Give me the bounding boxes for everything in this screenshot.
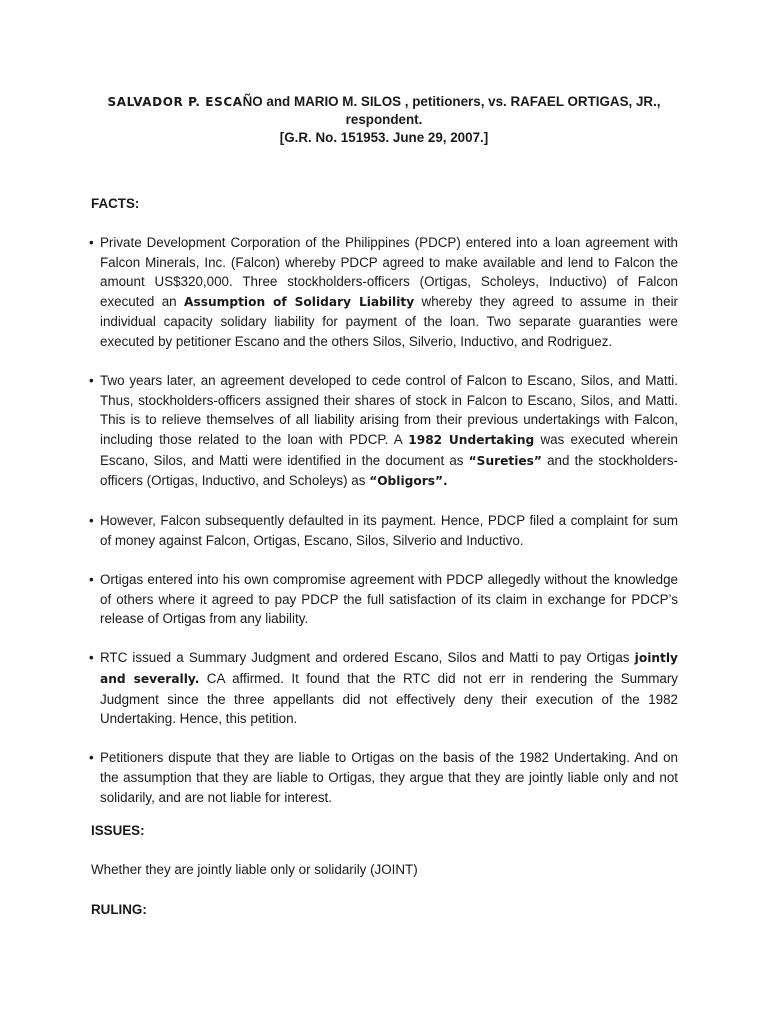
issues-heading: ISSUES: (91, 823, 145, 838)
case-title-petitioner-name: SALVADOR P. ESCA (107, 95, 243, 109)
fact-text: was executed wherein Escano, Silos, and Matti were identified in the document as (100, 431, 678, 468)
fact-text: Two years later, an agreement developed to cede control of Falcon to Escano, Silos, and Matti. Thus, stockholders-officers assigned their shares of stock in Falcon to Escano, Silos, and Matti. This is to relieve themselves of all liability arising from their previous undertakings with Falcon, including those related to the loan with PDCP. A (100, 373, 678, 447)
case-title (60, 93, 708, 147)
fact-item (89, 570, 678, 629)
fact-text: However, Falcon subsequently defaulted in its payment. Hence, PDCP filed a complaint for sum of money against Falcon, Ortigas, Escano, Silos, Silverio and Inductivo. (100, 513, 678, 548)
bullet-icon: • (89, 650, 94, 666)
fact-item (89, 371, 678, 492)
facts-heading: FACTS: (91, 196, 140, 211)
fact-text: RTC issued a Summary Judgment and ordered Escano, Silos and Matti to pay Ortigas (100, 650, 635, 666)
fact-emphasis: 1982 Undertaking (408, 432, 535, 447)
fact-emphasis: “Sureties” (468, 453, 542, 468)
case-title-line1-rest: ÑO and MARIO M. SILOS , petitioners, vs. RAFAEL ORTIGAS, JR., (242, 94, 661, 109)
fact-item (89, 511, 678, 550)
bullet-icon: • (89, 513, 94, 529)
issue-text: Whether they are jointly liable only or solidarily (JOINT) (91, 862, 418, 877)
fact-text: whereby they agreed to assume in their individual capacity solidary liability for payment of the loan. Two separate guaranties were executed by petitioner Escano and the others Silos, Silverio, Inductivo, and Rodriguez. (100, 293, 679, 349)
bullet-icon: • (89, 572, 94, 588)
fact-text: Petitioners dispute that they are liable to Ortigas on the basis of the 1982 Undertaking. And on the assumption that they are liable to Ortigas, they argue that they are jointly liable only and not solidarily, and are not liable for interest. (100, 750, 678, 805)
bullet-icon: • (89, 373, 94, 389)
fact-item (89, 233, 678, 352)
fact-emphasis: “Obligors”. (369, 474, 448, 489)
case-title-line1 (60, 93, 708, 111)
bullet-icon: • (89, 750, 94, 766)
facts-list (89, 233, 678, 827)
fact-text: Ortigas entered into his own compromise agreement with PDCP allegedly without the knowledge of others where it agreed to pay PDCP the full satisfaction of its claim in exchange for PDCP’s release of Ortigas from any liability. (100, 572, 678, 627)
fact-text: and the stockholders-officers (Ortigas, Inductivo, and Scholeys) as (100, 452, 678, 489)
fact-item (89, 748, 678, 807)
case-citation: [G.R. No. 151953. June 29, 2007.] (279, 130, 489, 145)
fact-emphasis: Assumption of Solidary Liability (184, 294, 415, 309)
fact-emphasis: jointly and severally. (100, 651, 678, 687)
fact-text: CA affirmed. It found that the RTC did not err in rendering the Summary Judgment since the three appellants did not effectively deny their execution of the 1982 Undertaking. Hence, this petition. (100, 671, 678, 727)
case-title-line2: respondent. (345, 112, 423, 127)
bullet-icon: • (89, 235, 94, 250)
fact-text: Private Development Corporation of the Philippines (PDCP) entered into a loan agreement with Falcon Minerals, Inc. (Falcon) whereby PDCP agreed to make available and lend to Falcon the amount US$320,000. Three stockholders-officers (Ortigas, Scholeys, Inductivo) of Falcon executed an (100, 235, 678, 309)
fact-item (89, 648, 678, 728)
ruling-heading: RULING: (91, 902, 147, 917)
